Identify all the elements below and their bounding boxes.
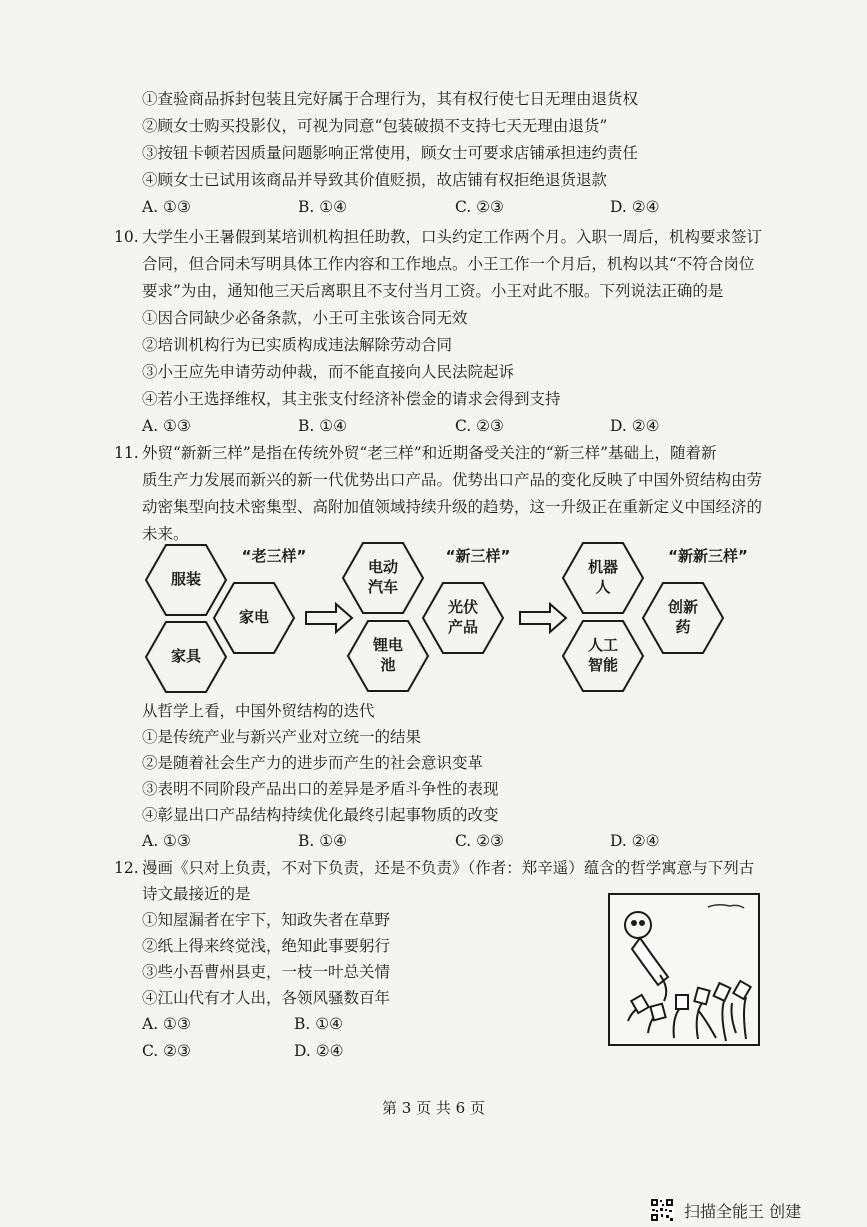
q11-stem-4: 未来。 xyxy=(142,525,189,543)
q9-item-4: ④顾女士已试用该商品并导致其价值贬损，故店铺有权拒绝退货退款 xyxy=(142,171,608,189)
q12-item-2: ②纸上得来终觉浅，绝知此事要躬行 xyxy=(142,937,391,955)
label-robot-2: 人 xyxy=(595,578,611,596)
label-drug-2: 药 xyxy=(675,618,691,636)
q9-option-d: D. ②④ xyxy=(610,198,660,216)
label-ai-2: 智能 xyxy=(587,656,619,674)
q10-stem-2: 合同，但合同未写明具体工作内容和工作地点。小王工作一个月后，机构以其“不符合岗位 xyxy=(142,255,755,273)
q11-item-3: ③表明不同阶段产品出口的差异是矛盾斗争性的表现 xyxy=(142,780,499,798)
q12-stem-2: 诗文最接近的是 xyxy=(142,885,251,903)
label-appliances: 家电 xyxy=(238,608,270,626)
group1-title: “老三样” xyxy=(241,547,307,565)
label-lithium-2: 池 xyxy=(380,656,396,674)
q10-item-3: ③小王应先申请劳动仲裁，而不能直接向人民法院起诉 xyxy=(142,363,515,381)
q11-prompt: 从哲学上看，中国外贸结构的迭代 xyxy=(142,702,375,720)
q11-number: 11. xyxy=(114,444,139,462)
q9-item-1: ①查验商品拆封包装且完好属于合理行为，其有权行使七日无理由退货权 xyxy=(142,90,639,108)
q10-option-d: D. ②④ xyxy=(610,417,660,435)
q9-option-c: C. ②③ xyxy=(455,198,504,216)
q11-stem-3: 动密集型向技术密集型、高附加值领域持续升级的趋势，这一升级正在重新定义中国经济的 xyxy=(142,498,763,516)
q10-item-1: ①因合同缺少必备条款，小王可主张该合同无效 xyxy=(142,309,468,327)
q10-option-c: C. ②③ xyxy=(455,417,504,435)
q10-item-4: ④若小王选择维权，其主张支付经济补偿金的请求会得到支持 xyxy=(142,390,561,408)
label-lithium-1: 锂电 xyxy=(372,636,404,654)
trade-structure-diagram xyxy=(138,540,768,695)
q9-option-b: B. ①④ xyxy=(298,198,348,216)
q10-option-b: B. ①④ xyxy=(298,417,348,435)
q12-option-d: D. ②④ xyxy=(294,1042,344,1060)
q10-item-2: ②培训机构行为已实质构成违法解除劳动合同 xyxy=(142,336,453,354)
q12-number: 12. xyxy=(114,859,139,877)
q11-item-1: ①是传统产业与新兴产业对立统一的结果 xyxy=(142,728,422,746)
label-ai-1: 人工 xyxy=(587,636,619,654)
label-pv-1: 光伏 xyxy=(447,598,479,616)
scanner-watermark xyxy=(650,1197,801,1223)
q11-item-4: ④彰显出口产品结构持续优化最终引起事物质的改变 xyxy=(142,806,499,824)
q12-option-b: B. ①④ xyxy=(294,1015,344,1033)
label-pv-2: 产品 xyxy=(447,618,479,636)
label-furniture: 家具 xyxy=(170,647,202,665)
label-ev-1: 电动 xyxy=(367,558,399,576)
q11-stem-1: 外贸“新新三样”是指在传统外贸“老三样”和近期备受关注的“新三样”基础上，随着新 xyxy=(142,444,717,462)
cartoon-plugs-image xyxy=(608,893,760,1046)
q10-stem-3: 要求”为由，通知他三天后离职且不支付当月工资。小王对此不服。下列说法正确的是 xyxy=(142,282,724,300)
q9-item-2: ②顾女士购买投影仪，可视为同意“包装破损不支持七天无理由退货” xyxy=(142,117,608,135)
q9-item-3: ③按钮卡顿若因质量问题影响正常使用，顾女士可要求店铺承担违约责任 xyxy=(142,144,639,162)
q11-option-d: D. ②④ xyxy=(610,832,660,850)
arrow-2 xyxy=(520,604,566,632)
q11-option-c: C. ②③ xyxy=(455,832,504,850)
arrow-1 xyxy=(306,604,352,632)
group2-title: “新三样” xyxy=(445,547,511,565)
q12-item-3: ③些小吾曹州县吏，一枝一叶总关情 xyxy=(142,963,391,981)
scanner-watermark-text: 扫描全能王 创建 xyxy=(684,1201,802,1221)
label-drug-1: 创新 xyxy=(667,598,699,616)
label-clothing: 服装 xyxy=(170,570,202,588)
label-ev-2: 汽车 xyxy=(367,578,399,596)
qr-code-icon xyxy=(650,1198,674,1222)
q10-stem-1: 大学生小王暑假到某培训机构担任助教，口头约定工作两个月。入职一周后，机构要求签订 xyxy=(142,228,763,246)
q10-number: 10. xyxy=(114,228,139,246)
q12-item-4: ④江山代有才人出，各领风骚数百年 xyxy=(142,989,391,1007)
q9-option-a: A. ①③ xyxy=(142,198,191,216)
q12-stem-1: 漫画《只对上负责，不对下负责，还是不负责》（作者：郑辛遥）蕴含的哲学寓意与下列古 xyxy=(142,859,755,877)
group3-title: “新新三样” xyxy=(668,547,748,565)
q12-option-a: A. ①③ xyxy=(142,1015,191,1033)
q10-option-a: A. ①③ xyxy=(142,417,191,435)
q12-option-c: C. ②③ xyxy=(142,1042,191,1060)
page-footer: 第 3 页 共 6 页 xyxy=(382,1099,485,1117)
q11-item-2: ②是随着社会生产力的进步而产生的社会意识变革 xyxy=(142,754,484,772)
q11-option-a: A. ①③ xyxy=(142,832,191,850)
q11-stem-2: 质生产力发展而新兴的新一代优势出口产品。优势出口产品的变化反映了中国外贸结构由劳 xyxy=(142,471,763,489)
q12-item-1: ①知屋漏者在宇下，知政失者在草野 xyxy=(142,911,391,929)
q11-option-b: B. ①④ xyxy=(298,832,348,850)
label-robot-1: 机器 xyxy=(587,558,619,576)
